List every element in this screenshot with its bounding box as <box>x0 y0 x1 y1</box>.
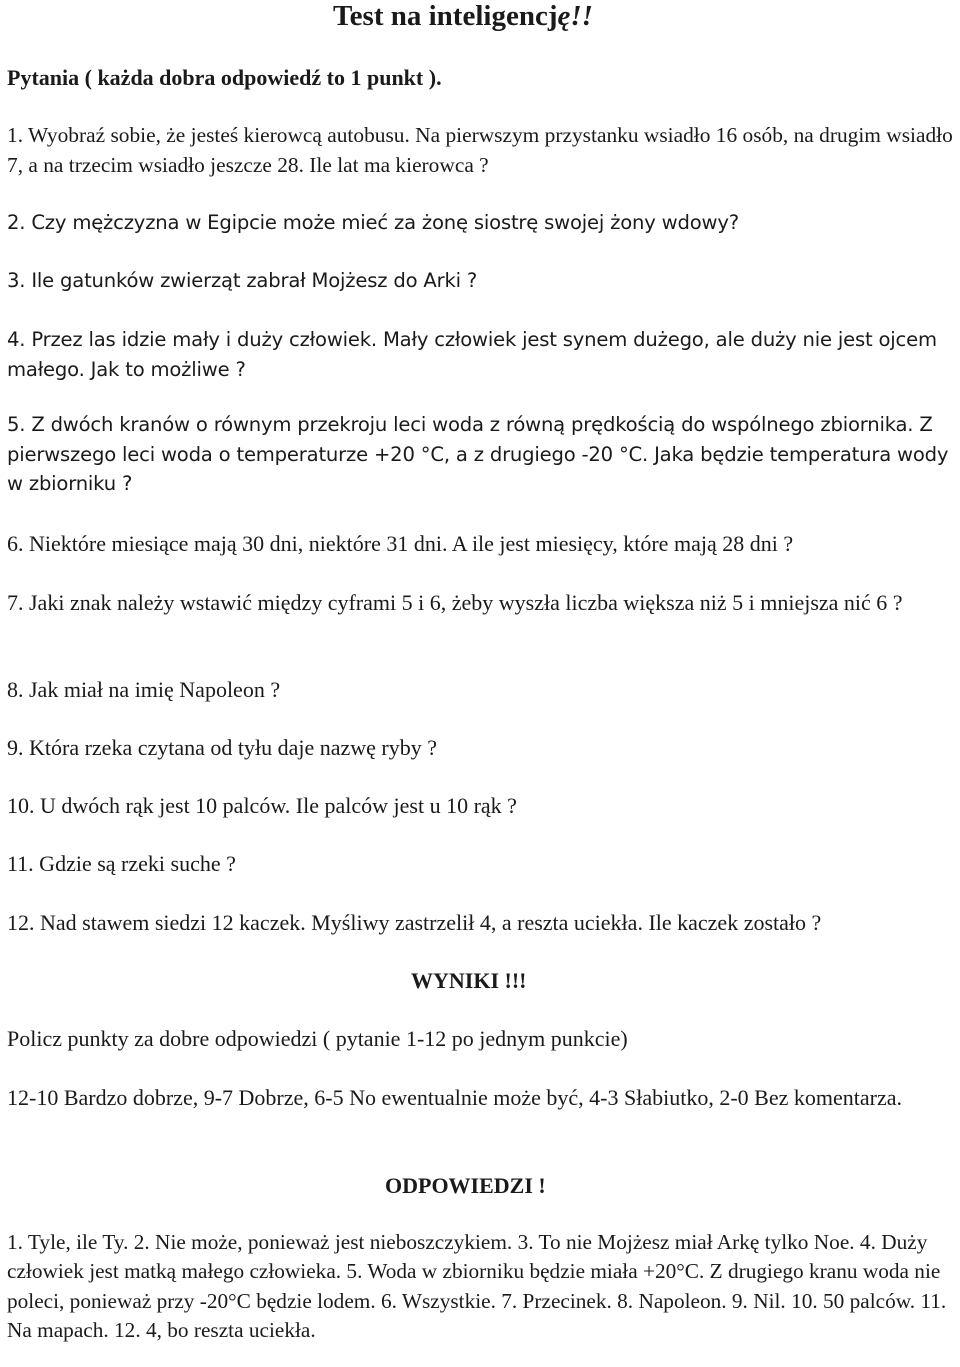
question-4: 4. Przez las idzie mały i duży człowiek. Mały człowiek jest synem dużego, ale duży nie jest ojcem małego. Jak to możliwe ? <box>7 328 937 381</box>
results-instruction: Policz punkty za dobre odpowiedzi ( pytanie 1-12 po jednym punkcie) <box>7 1026 628 1051</box>
question-9: 9. Która rzeka czytana od tyłu daje nazwę ryby ? <box>7 735 438 760</box>
results-scale: 12-10 Bardzo dobrze, 9-7 Dobrze, 6-5 No ewentualnie może być, 4-3 Słabiutko, 2-0 Bez komentarza. <box>7 1085 902 1110</box>
question-11: 11. Gdzie są rzeki suche ? <box>7 851 236 876</box>
question-12: 12. Nad stawem siedzi 12 kaczek. Myśliwy zastrzelił 4, a reszta uciekła. Ile kaczek zostało ? <box>7 910 822 935</box>
title-main: Test na inteligencj <box>333 0 558 32</box>
question-7: 7. Jaki znak należy wstawić między cyframi 5 i 6, żeby wyszła liczba większa niż 5 i mniejsza nić 6 ? <box>7 590 903 615</box>
answers-text: 1. Tyle, ile Ty. 2. Nie może, ponieważ jest nieboszczykiem. 3. To nie Mojżesz miał Arkę tylko Noe. 4. Duży człowiek jest matką małego człowieka. 5. Woda w zbiorniku będzie miała +20°C. Z drugiego kranu woda nie poleci, ponieważ przy -20°C będzie lodem. 6. Wszystkie. 7. Przecinek. 8. Napoleon. 9. Nil. 10. 50 palców. 11. Na mapach. 12. 4, bo reszta uciekła. <box>7 1230 947 1342</box>
question-2: 2. Czy mężczyzna w Egipcie może mieć za żonę siostrę swojej żony wdowy? <box>7 211 739 234</box>
results-heading: WYNIKI !!! <box>411 968 527 993</box>
question-5: 5. Z dwóch kranów o równym przekroju leci woda z równą prędkością do wspólnego zbiornika. Z pierwszego leci woda o temperaturze +20 °C, a z drugiego -20 °C. Jaka będzie temperatura wody w zbiorniku ? <box>7 413 949 495</box>
subtitle: Pytania ( każda dobra odpowiedź to 1 punkt ). <box>7 65 442 90</box>
title-tail: ę!! <box>557 0 593 32</box>
question-6: 6. Niektóre miesiące mają 30 dni, niektóre 31 dni. A ile jest miesięcy, które mają 28 dni ? <box>7 531 794 556</box>
answers-heading: ODPOWIEDZI ! <box>385 1173 546 1198</box>
question-1: 1. Wyobraź sobie, że jesteś kierowcą autobusu. Na pierwszym przystanku wsiadło 16 osób, na drugim wsiadło 7, a na trzecim wsiadło jeszcze 28. Ile lat ma kierowca ? <box>7 123 953 177</box>
page-title <box>333 0 593 34</box>
question-3: 3. Ile gatunków zwierząt zabrał Mojżesz do Arki ? <box>7 269 478 292</box>
question-8: 8. Jak miał na imię Napoleon ? <box>7 677 281 702</box>
question-10: 10. U dwóch rąk jest 10 palców. Ile palców jest u 10 rąk ? <box>7 793 517 818</box>
